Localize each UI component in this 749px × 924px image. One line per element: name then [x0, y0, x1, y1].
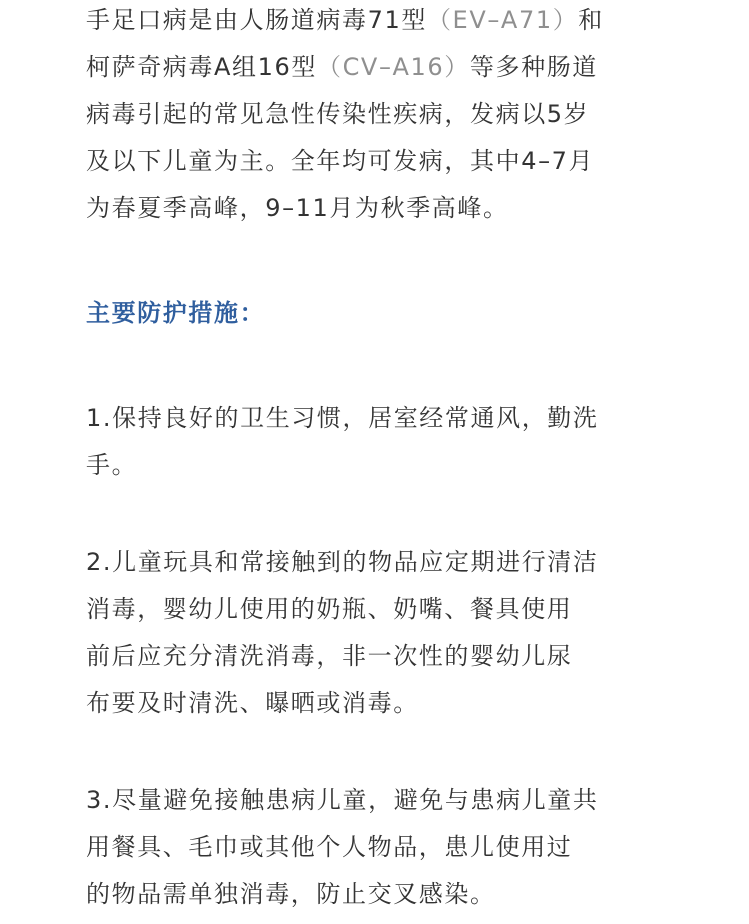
intro-line-3: 病毒引起的常见急性传染性疾病，发病以5岁 [86, 100, 590, 128]
measure-3-line: 3.尽量避免接触患病儿童，避免与患病儿童共 [86, 786, 599, 814]
measure-2-line: 2.儿童玩具和常接触到的物品应定期进行清洁 [86, 548, 599, 576]
measure-2-line: 布要及时清洗、曝晒或消毒。 [86, 689, 419, 717]
article-body [86, 0, 686, 918]
intro-text: 和 [578, 6, 604, 34]
measure-2-line: 消毒，婴幼儿使用的奶瓶、奶嘴、餐具使用 [86, 595, 573, 623]
measure-1-paragraph [86, 395, 686, 489]
intro-line-5: 为春夏季高峰，9–11月为秋季高峰。 [86, 194, 509, 222]
measure-3-line: 用餐具、毛巾或其他个人物品，患儿使用过 [86, 833, 573, 861]
intro-line-2 [86, 44, 686, 91]
measure-1-line: 1.保持良好的卫生习惯，居室经常通风，勤洗 [86, 404, 599, 432]
measure-1-line: 手。 [86, 451, 138, 479]
intro-text: 柯萨奇病毒A组16型 [86, 53, 317, 81]
intro-line-4: 及以下儿童为主。全年均可发病，其中4–7月 [86, 147, 595, 175]
measure-2-paragraph [86, 539, 686, 727]
intro-line-1 [86, 0, 686, 44]
section-heading: 主要防护措施： [86, 299, 266, 327]
measure-3-paragraph [86, 777, 686, 918]
virus-code-cv-a16: （CV–A16） [316, 53, 470, 81]
measure-2-line: 前后应充分清洗消毒，非一次性的婴幼儿尿 [86, 642, 573, 670]
measure-3-line: 的物品需单独消毒，防止交叉感染。 [86, 880, 496, 908]
virus-code-ev-a71: （EV–A71） [426, 6, 579, 34]
intro-paragraph [86, 0, 686, 232]
intro-text: 手足口病是由人肠道病毒71型 [86, 6, 427, 34]
intro-text: 等多种肠道 [469, 53, 598, 81]
